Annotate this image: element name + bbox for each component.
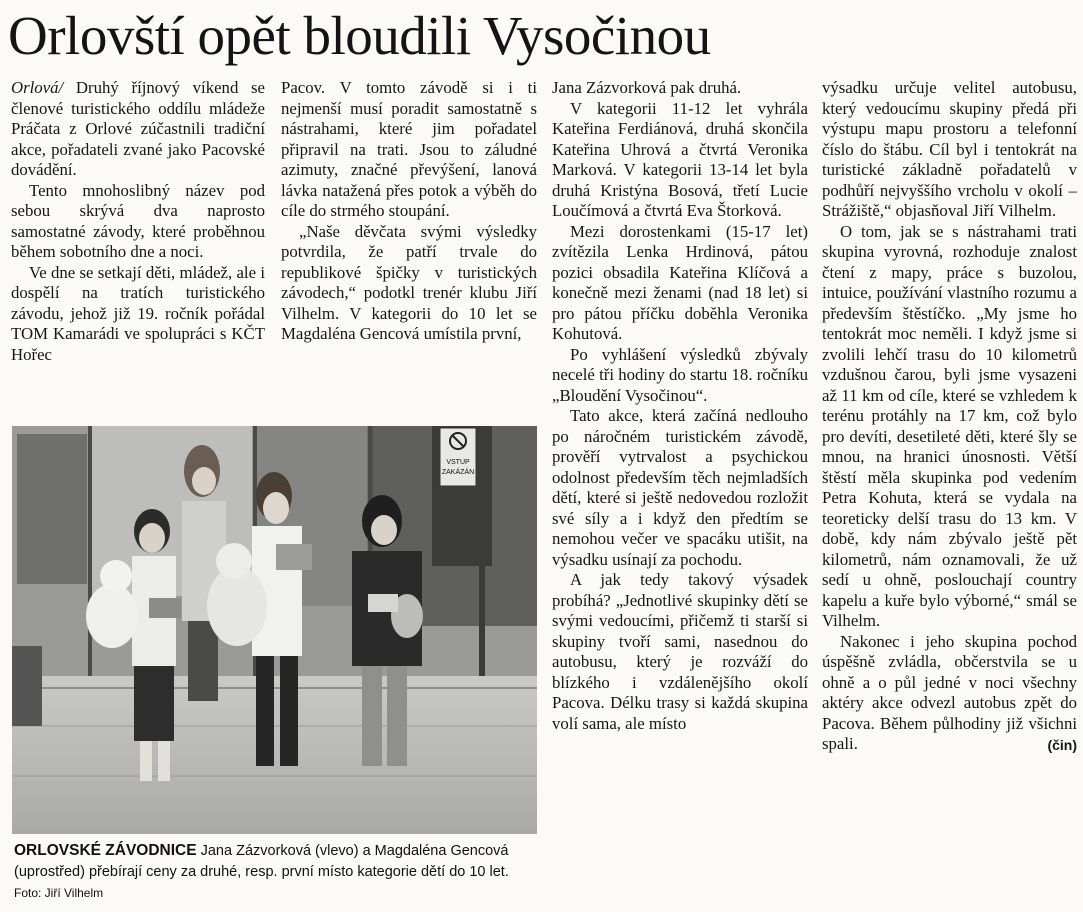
paragraph: Ve dne se setkají děti, mládež, ale i dospělí na tratích turistického závodu, jehož již 19. ročník pořádal TOM Kamarádi ve spolupráci s KČT Hořec	[11, 262, 265, 364]
dateline: Orlová/	[11, 78, 64, 97]
paragraph: Nakonec i jeho skupina pochod úspěšně zvládla, občerstvila se u ohně a o půl jedné v noci všechny aktéry akce odvezl autobus zpět do Pacova. Během půlhodiny již všichni spali.	[822, 631, 1077, 753]
paragraph	[11, 78, 265, 181]
paragraph: Pacov. V tomto závodě si i ti nejmenší musí poradit samostatně s nástrahami, které jim pořadatel připravil na trati. Jsou to záludné azimuty, značné převýšení, lanová lávka natažená přes potok a výběh do cíle do strmého stoupání.	[281, 78, 537, 220]
photo-credit: Foto: Jiří Vilhelm	[14, 886, 104, 900]
photo-caption	[14, 840, 537, 904]
paragraph: Mezi dorostenkami (15-17 let) zvítězila Lenka Hrdinová, pátou pozici obsadila Kateřina Klíčová a konečně mezi ženami (nad 18 let) si pro pátou příčku doběhla Veronika Kohutová.	[552, 221, 808, 343]
article-column-2	[281, 78, 537, 345]
sign-text: VSTUP	[446, 459, 470, 466]
article-column-3	[552, 78, 808, 734]
paragraph: Jana Zázvorková pak druhá.	[552, 78, 742, 97]
article-headline: Orlovští opět bloudili Vysočinou	[8, 5, 711, 66]
paragraph: výsadku určuje velitel autobusu, který vedoucímu skupiny předá při výstupu mapu prostoru a telefonní číslo do štábu. Cíl byl i tentokrát na turistické základně pořadatelů v podhůří nejvyššího vrcholu v okolí – Strážiště,“ objasňoval Jiří Vilhelm.	[822, 78, 1077, 220]
article-photo	[12, 426, 537, 834]
paragraph: A jak tedy takový výsadek probíhá? „Jednotlivé skupinky dětí se svými vedoucími, přičemž ti starší si skupiny tvoří sami, nasednou do autobusu, který je rozváží do blízkého i vzdálenějšího okolí Pacova. Délku trasy si každá skupina volí sama, ale místo	[552, 570, 808, 733]
paragraph: Po vyhlášení výsledků zbývaly necelé tři hodiny do startu 18. ročníku „Bloudění Vysočinou“.	[552, 344, 808, 405]
paragraph: „Naše děvčata svými výsledky potvrdila, že patří trvale do republikové špičky v turistických závodech,“ podotkl trenér klubu Jiří Vilhelm. V kategorii do 10 let se Magdaléna Gencová umístila první,	[281, 221, 537, 343]
paragraph: O tom, jak se s nástrahami trati skupina vyrovná, rozhoduje znalost čtení z mapy, práce s buzolou, intuice, používání vlastního rozumu a především štěstíčko. „My jsme ho tentokrát moc neměli. I když jsme si zvolili lehčí trasu do 10 kilometrů vzdušnou čarou, byli jsme vysazeni až 11 km od cíle, které se vzhledem k terénu protáhly na 17 km, což bylo pro devíti, desetileté děti, které šly se mnou, na hranici únosnosti. Větší štěstí měla skupinka pod vedením Petra Kohuta, která se vydala na teoreticky delší trasu do 13 km. V době, kdy nám zbývalo ještě pět kilometrů, nám oznamovali, že už sedí u ohně, poslouchají country kapelu a kuře bylo výborné,“ smál se Vilhelm.	[822, 221, 1077, 630]
paragraph: Tato akce, která začíná nedlouho po náročném turistickém závodě, prověří vytrvalost a psychickou odolnost především těch nejmladších dětí, které si ještě nedovedou rozložit své síly a i když den předtím se nemohou večer ve spacáku utišit, na výsadku usínají za pochodu.	[552, 406, 808, 569]
article-column-1	[11, 78, 265, 365]
paragraph: V kategorii 11-12 let vyhrála Kateřina Ferdiánová, druhá skončila Kateřina Uhrová a čtvrtá Veronika Marková. V kategorii 13-14 let byla druhá Kristýna Bosová, třetí Lucie Loučímová a čtvrtá Eva Štorková.	[552, 98, 808, 220]
paragraph: Tento mnohoslibný název pod sebou skrývá dva naprosto samostatné závody, které proběhnou během sobotního dne a noci.	[11, 180, 265, 261]
sign-text: ZAKÁZÁN	[441, 469, 475, 476]
author-signature: (čin)	[1047, 736, 1077, 753]
caption-lead: ORLOVSKÉ ZÁVODNICE	[14, 842, 197, 859]
paragraph-text: Druhý říjnový víkend se členové turistického oddílu mládeže Práčata z Orlové zúčastnili tradiční akce, pořadateli zvané jako Pacovské dovádění.	[11, 78, 266, 179]
caption-body: Jana Zázvorková (vlevo) a Magdaléna Gencová (uprostřed) přebírají ceny za druhé, resp. první místo kategorie dětí do 10 let.	[14, 843, 509, 880]
article-column-4	[822, 78, 1077, 755]
